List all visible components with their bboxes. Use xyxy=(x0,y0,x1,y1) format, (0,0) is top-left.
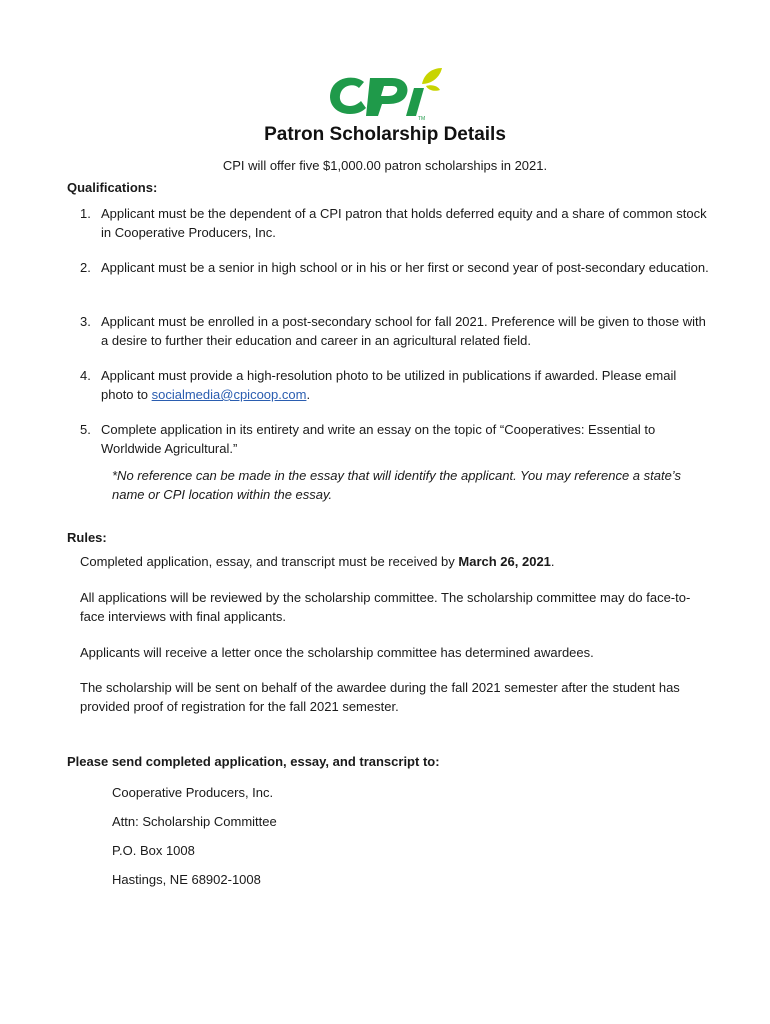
essay-note: *No reference can be made in the essay that will identify the applicant. You may reference a state’s name or CPI location within the essay. xyxy=(112,468,681,502)
address-line: Hastings, NE 68902-1008 xyxy=(112,872,261,887)
rule-deadline xyxy=(80,552,710,571)
cpi-logo xyxy=(326,66,444,122)
qualification-item-3: Applicant must be enrolled in a post-secondary school for fall 2021. Preference will be given to those with a desire to further their education and career in an agricultural related field. xyxy=(101,314,706,348)
email-link[interactable]: socialmedia@cpicoop.com xyxy=(151,387,307,402)
page-subtitle: CPI will offer five $1,000.00 patron scholarships in 2021. xyxy=(222,158,548,173)
list-item-number: 2. xyxy=(80,260,91,275)
list-item-number: 4. xyxy=(80,368,91,383)
qualification-item-2: Applicant must be a senior in high school or in his or her first or second year of post-secondary education. xyxy=(101,260,709,275)
qualification-item-4-text: Applicant must provide a high-resolution photo to be utilized in publications if awarded. Please email photo to xyxy=(101,368,677,402)
list-item-number: 5. xyxy=(80,422,91,437)
svg-text:TM: TM xyxy=(418,116,426,122)
rule-item: Applicants will receive a letter once the scholarship committee has determined awardees. xyxy=(80,645,594,660)
address-line: Attn: Scholarship Committee xyxy=(112,814,277,829)
deadline-date: March 26, 2021 xyxy=(458,554,551,569)
qualification-item-5: Complete application in its entirety and write an essay on the topic of “Cooperatives: Essential to Worldwide Agricultural.” xyxy=(101,422,656,456)
rules-heading: Rules: xyxy=(67,530,107,545)
address-line: P.O. Box 1008 xyxy=(112,843,195,858)
address-line: Cooperative Producers, Inc. xyxy=(112,785,274,800)
page-title: Patron Scholarship Details xyxy=(264,124,506,145)
qualification-item-1: Applicant must be the dependent of a CPI patron that holds deferred equity and a share of common stock in Cooperative Producers, Inc. xyxy=(101,206,707,240)
send-to-heading: Please send completed application, essay, and transcript to: xyxy=(67,754,440,769)
qualification-item-4 xyxy=(101,366,711,404)
list-item-number: 1. xyxy=(80,206,91,221)
qualification-item-4-end: . xyxy=(306,387,311,402)
rule-deadline-end: . xyxy=(550,554,555,569)
rule-item: All applications will be reviewed by the scholarship committee. The scholarship committee may do face-to-face interviews with final applicants. xyxy=(80,590,691,624)
qualifications-heading: Qualifications: xyxy=(67,180,158,195)
list-item-number: 3. xyxy=(80,314,91,329)
rule-item: The scholarship will be sent on behalf of the awardee during the fall 2021 semester after the student has provided proof of registration for the fall 2021 semester. xyxy=(80,680,680,714)
rule-deadline-text: Completed application, essay, and transcript must be received by xyxy=(80,554,459,569)
